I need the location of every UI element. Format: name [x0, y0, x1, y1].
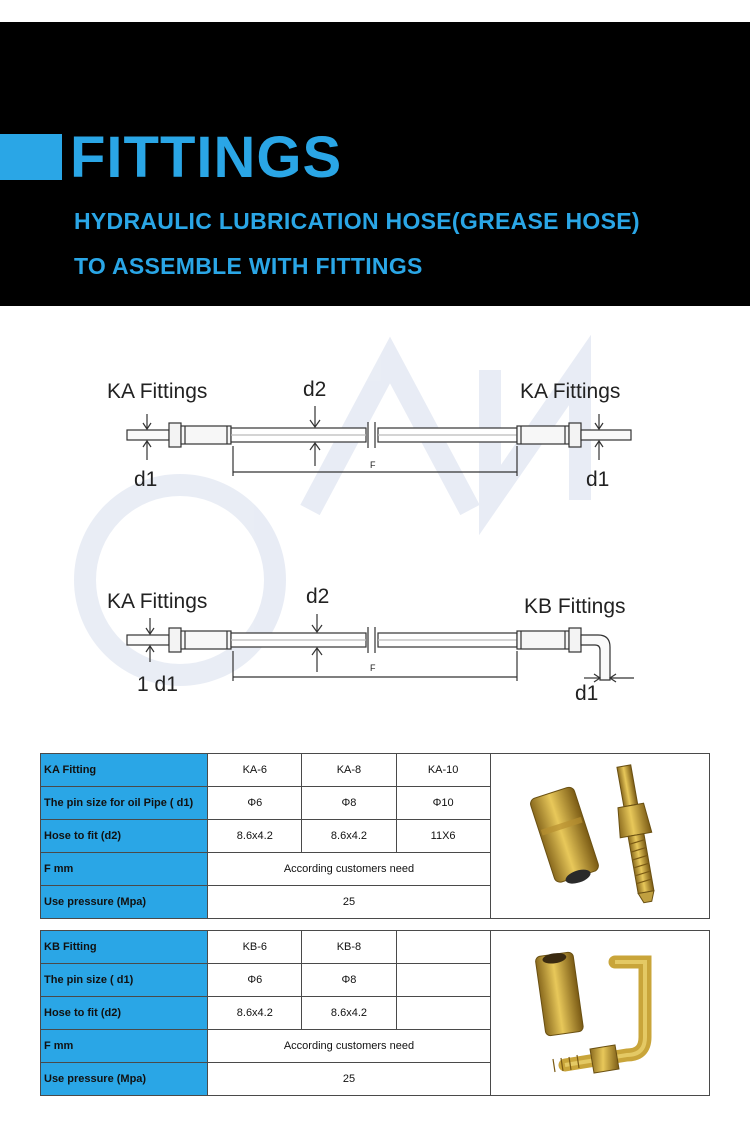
diagram-ka-kb — [0, 580, 750, 710]
ka-fitting-photo — [490, 754, 709, 919]
table-cell: Φ8 — [302, 964, 396, 997]
label-right-fitting: KA Fittings — [520, 380, 621, 403]
label-left-fitting: KA Fittings — [107, 380, 208, 403]
label-d1-left: 1 d1 — [137, 673, 178, 696]
ka-spec-table — [40, 753, 710, 919]
kb-fitting-photo — [490, 931, 709, 1096]
label-d2: d2 — [306, 585, 330, 608]
label-d1-right: d1 — [586, 468, 610, 491]
table-cell: According customers need — [208, 853, 490, 886]
table-row — [41, 931, 710, 964]
row-label: KA Fitting — [41, 754, 208, 787]
label-d1-left: d1 — [134, 468, 158, 491]
table-cell — [396, 997, 490, 1030]
kb-spec-table — [40, 930, 710, 1096]
table-cell: Φ6 — [208, 787, 302, 820]
header-banner — [0, 22, 750, 306]
table-cell: Φ10 — [396, 787, 490, 820]
row-label: Use pressure (Mpa) — [41, 1063, 208, 1096]
label-d2: d2 — [303, 378, 327, 401]
diagram-ka-ka — [0, 370, 750, 500]
table-row — [41, 754, 710, 787]
table-cell — [396, 964, 490, 997]
label-f: F — [370, 663, 376, 673]
table-cell: 8.6x4.2 — [302, 820, 396, 853]
label-right-fitting: KB Fittings — [524, 595, 626, 618]
row-label: F mm — [41, 853, 208, 886]
table-cell: KA-8 — [302, 754, 396, 787]
label-d1-right: d1 — [575, 682, 599, 705]
table-cell: KB-6 — [208, 931, 302, 964]
table-cell: 11X6 — [396, 820, 490, 853]
table-cell: KA-10 — [396, 754, 490, 787]
row-label: Hose to fit (d2) — [41, 820, 208, 853]
table-cell: 8.6x4.2 — [208, 820, 302, 853]
row-label: F mm — [41, 1030, 208, 1063]
table-cell: According customers need — [208, 1030, 490, 1063]
row-label: KB Fitting — [41, 931, 208, 964]
label-left-fitting: KA Fittings — [107, 590, 208, 613]
table-cell: Φ6 — [208, 964, 302, 997]
ka-fitting-image — [495, 760, 705, 910]
table-cell: KA-6 — [208, 754, 302, 787]
table-cell: 8.6x4.2 — [302, 997, 396, 1030]
subtitle-line-1: HYDRAULIC LUBRICATION HOSE(GREASE HOSE) — [74, 208, 640, 234]
label-f: F — [370, 460, 376, 470]
accent-bar — [0, 134, 62, 180]
row-label: The pin size ( d1) — [41, 964, 208, 997]
table-cell: Φ8 — [302, 787, 396, 820]
table-cell: 25 — [208, 1063, 490, 1096]
row-label: Hose to fit (d2) — [41, 997, 208, 1030]
table-cell: KB-8 — [302, 931, 396, 964]
table-cell: 25 — [208, 886, 490, 919]
table-cell: 8.6x4.2 — [208, 997, 302, 1030]
subtitle-line-2: TO ASSEMBLE WITH FITTINGS — [74, 253, 423, 279]
page-title: FITTINGS — [70, 125, 343, 190]
row-label: The pin size for oil Pipe ( d1) — [41, 787, 208, 820]
row-label: Use pressure (Mpa) — [41, 886, 208, 919]
table-cell — [396, 931, 490, 964]
kb-fitting-image — [495, 937, 705, 1087]
